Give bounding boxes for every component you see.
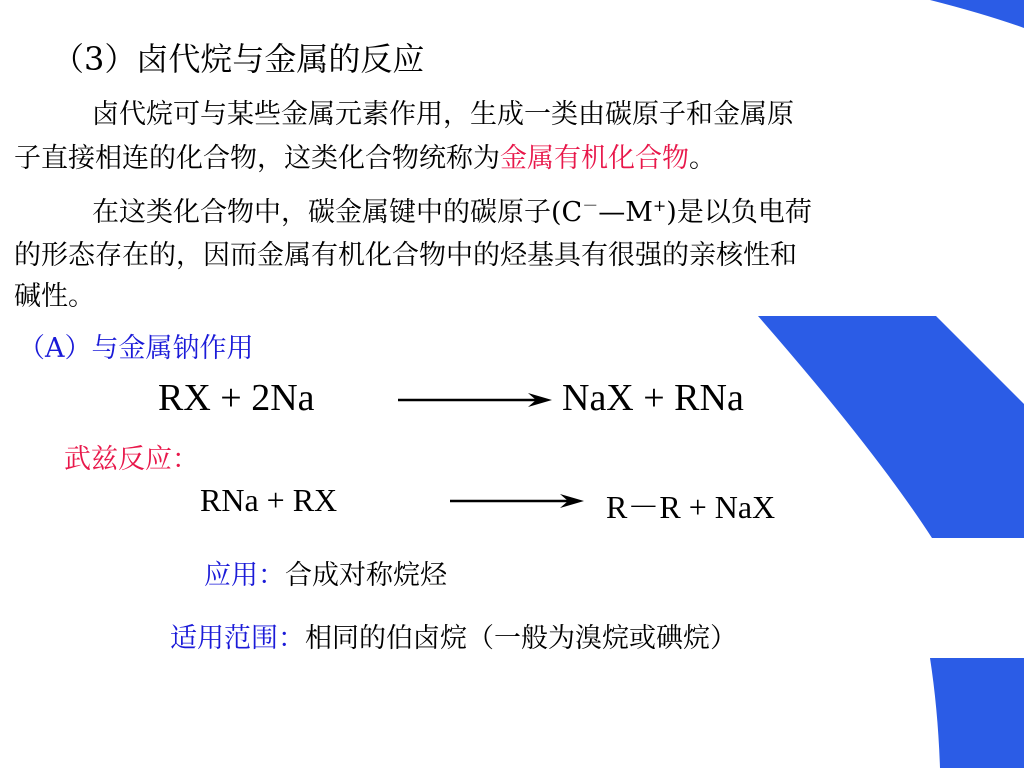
section-a-heading: （A）与金属钠作用	[18, 333, 254, 364]
para2-line1	[92, 190, 812, 229]
plus-superscript: +	[652, 196, 667, 215]
slide-title: （3）卤代烷与金属的反应	[52, 40, 425, 78]
scope-value: 相同的伯卤烷（一般为溴烷或碘烷）	[305, 623, 737, 654]
application-line	[204, 553, 447, 592]
bond-dash: —M	[598, 197, 653, 228]
reaction1-reactants: RX + 2Na	[158, 377, 315, 419]
para1-period: 。	[689, 143, 716, 174]
bottom-right-block	[930, 658, 1024, 768]
reaction2-reactants: RNa + RX	[200, 482, 338, 518]
para2-text-end: )是以负电荷	[666, 197, 812, 228]
para1-line1: 卤代烷可与某些金属元素作用，生成一类由碳原子和金属原	[92, 99, 794, 130]
reaction1-products: NaX + RNa	[562, 377, 744, 419]
para2-line2: 的形态存在的，因而金属有机化合物中的烃基具有很强的亲核性和	[14, 240, 797, 271]
reaction2-arrow-icon	[448, 491, 588, 511]
top-corner-swoosh	[930, 0, 1024, 28]
scope-label: 适用范围：	[170, 623, 305, 654]
scope-line	[170, 616, 737, 655]
wurtz-reaction-label: 武兹反应：	[64, 444, 199, 475]
minus-superscript: －	[582, 196, 599, 215]
application-label: 应用：	[204, 560, 285, 591]
para2-text: 在这类化合物中，碳金属键中的碳原子(C	[92, 197, 583, 228]
para2-line3: 碱性。	[14, 281, 95, 312]
para1-text: 子直接相连的化合物，这类化合物统称为	[14, 143, 500, 174]
right-blue-swoosh	[758, 316, 1024, 538]
reaction2-products: R－R + NaX	[606, 489, 776, 525]
reaction1-arrow-icon	[396, 390, 556, 410]
application-value: 合成对称烷烃	[285, 560, 447, 591]
para1-line2	[14, 136, 716, 175]
term-organometallic: 金属有机化合物	[500, 143, 689, 174]
